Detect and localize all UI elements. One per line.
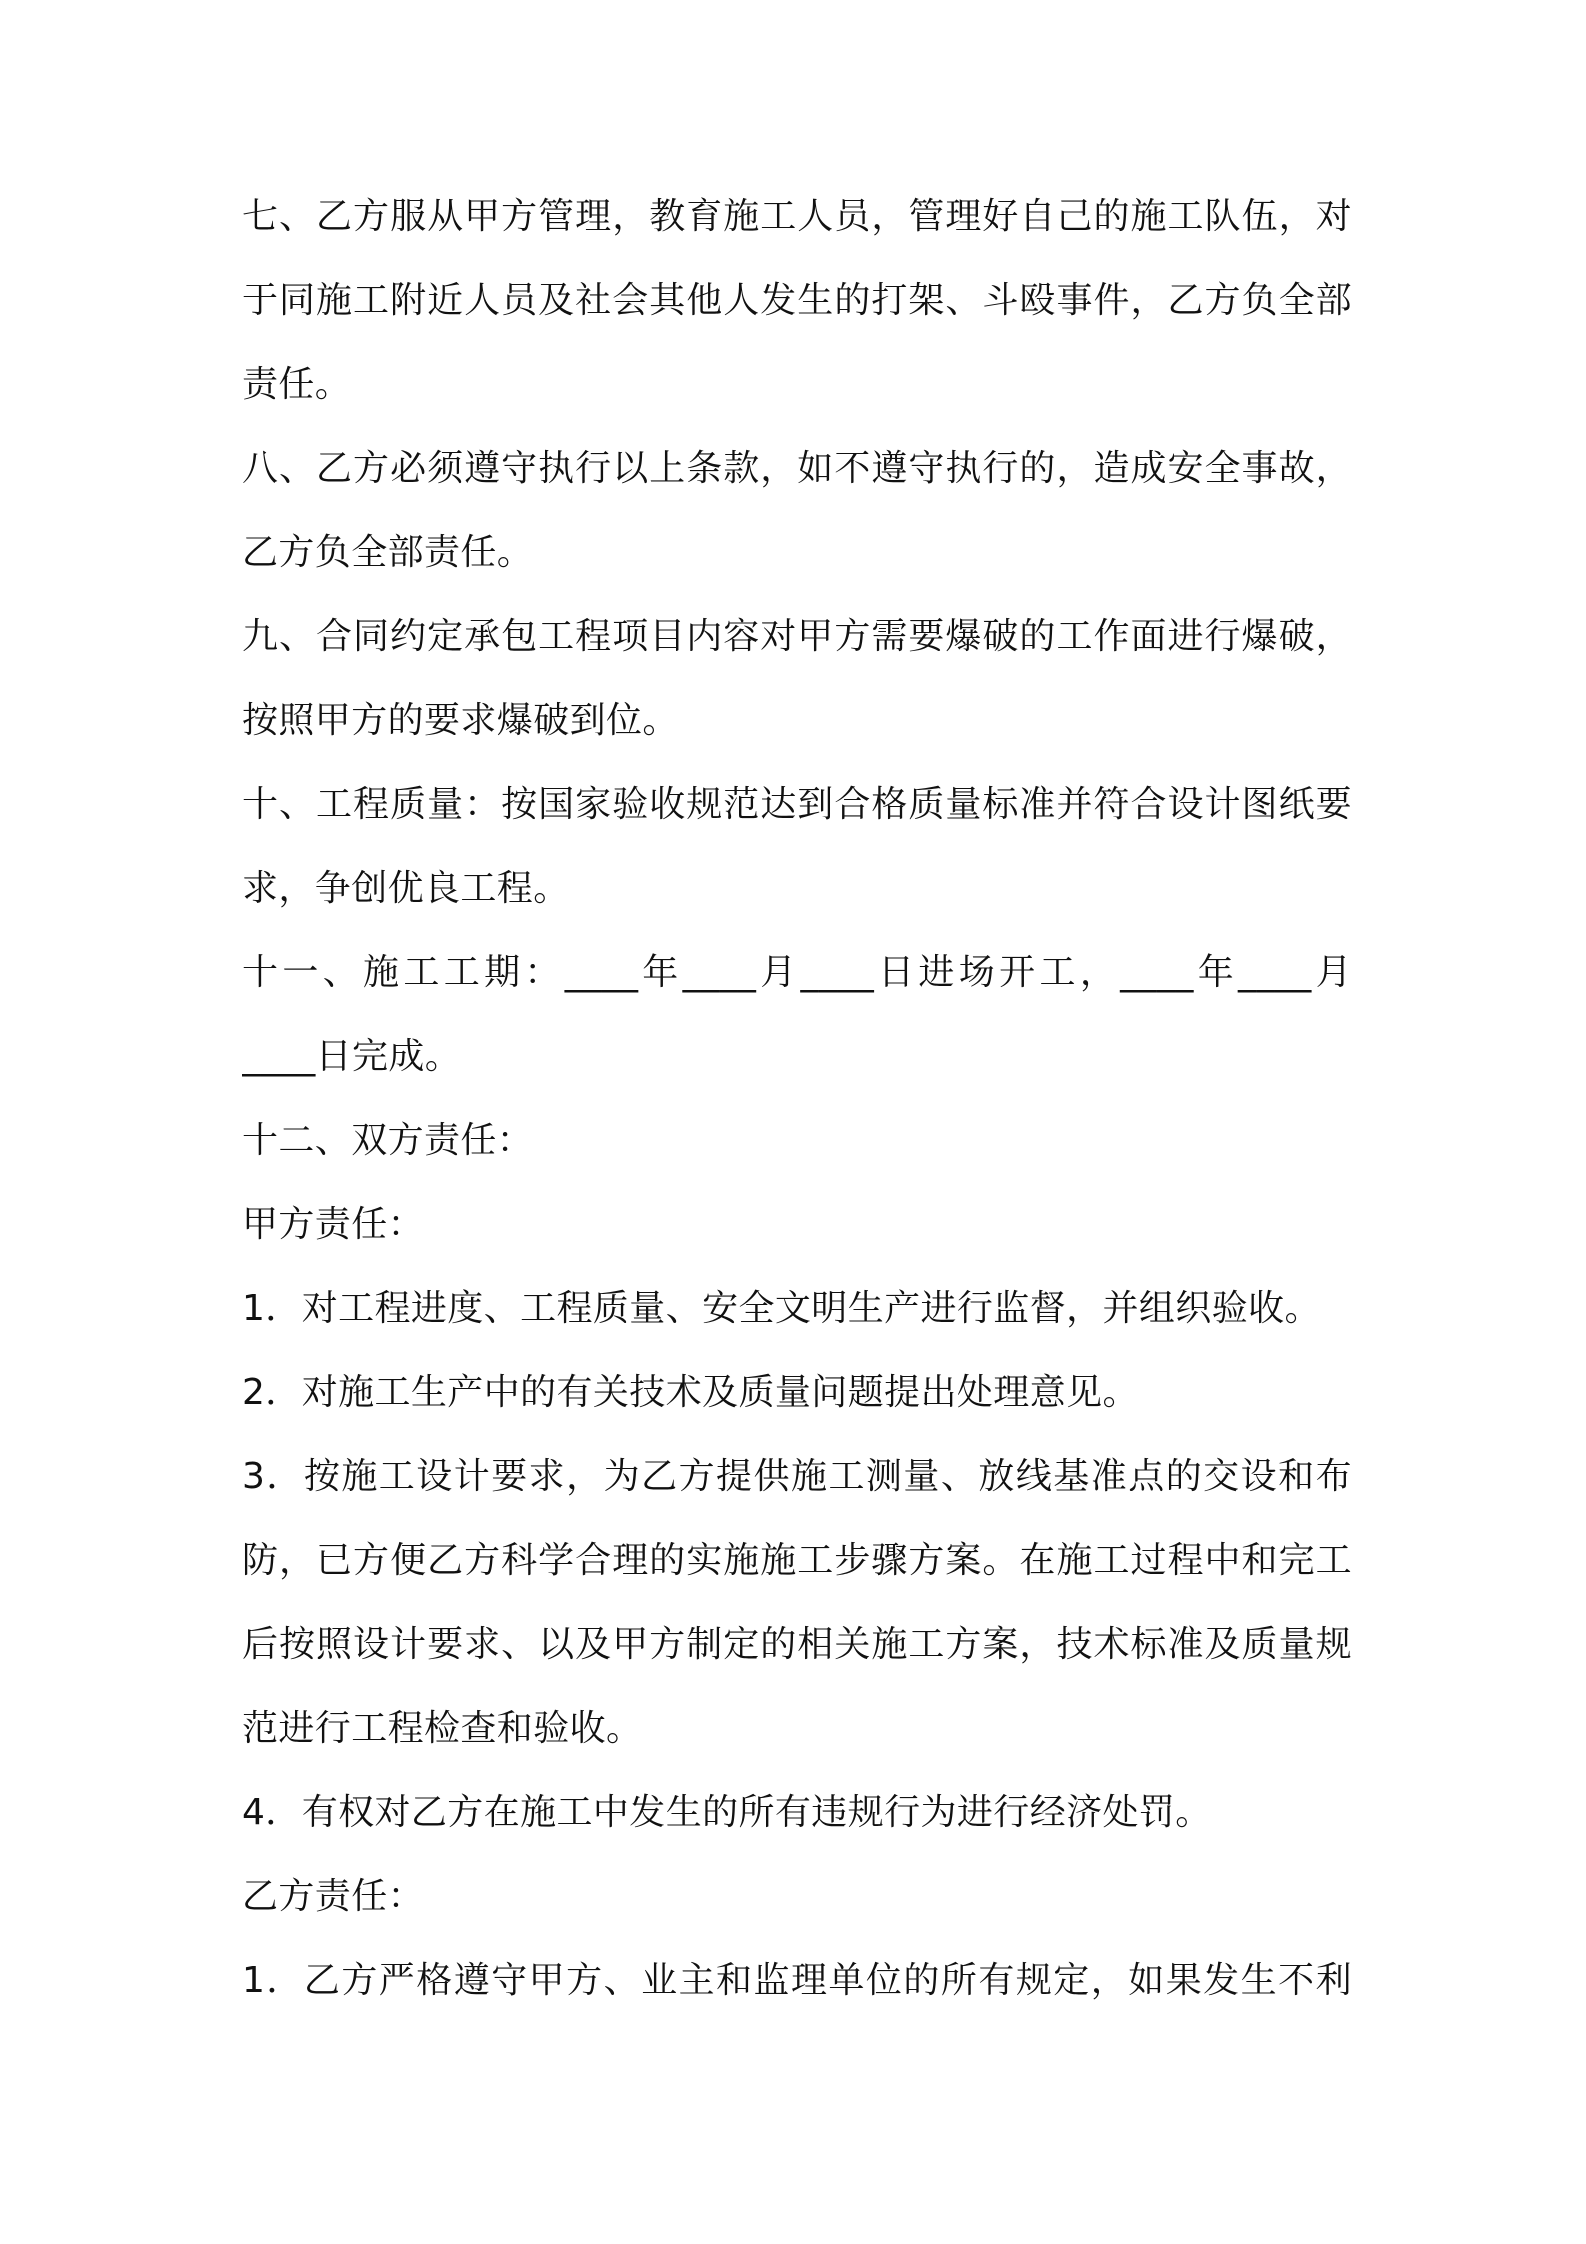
text-line-20: 4．有权对乙方在施工中发生的所有违规行为进行经济处罚。 [242,1792,1212,1833]
text-line-21: 乙方责任： [242,1876,425,1917]
text-line-2: 于同施工附近人员及社会其他人发生的打架、斗殴事件，乙方负全部 [242,280,1352,321]
text-line-4: 八、乙方必须遵守执行以上条款，如不遵守执行的，造成安全事故， [242,448,1352,489]
document-page [242,196,1352,2044]
text-line-13: 甲方责任： [242,1204,425,1245]
text-line-12: 十二、双方责任： [242,1120,534,1161]
text-line-8: 十、工程质量：按国家验收规范达到合格质量标准并符合设计图纸要 [242,784,1352,825]
text-line-9: 求，争创优良工程。 [242,868,570,909]
text-line-1: 七、乙方服从甲方管理，教育施工人员，管理好自己的施工队伍，对 [242,196,1352,237]
text-line-18: 后按照设计要求、以及甲方制定的相关施工方案，技术标准及质量规 [242,1624,1352,1665]
text-line-14: 1．对工程进度、工程质量、安全文明生产进行监督，并组织验收。 [242,1288,1321,1329]
text-line-7: 按照甲方的要求爆破到位。 [242,700,679,741]
text-line-22: 1．乙方严格遵守甲方、业主和监理单位的所有规定，如果发生不利 [242,1960,1352,2001]
text-line-11: ____日完成。 [242,1036,462,1077]
text-line-16: 3．按施工设计要求，为乙方提供施工测量、放线基准点的交设和布 [242,1456,1352,1497]
text-line-6: 九、合同约定承包工程项目内容对甲方需要爆破的工作面进行爆破， [242,616,1352,657]
text-line-5: 乙方负全部责任。 [242,532,534,573]
text-line-10: 十一、施工工期：____年____月____日进场开工，____年____月 [242,952,1352,993]
text-line-15: 2．对施工生产中的有关技术及质量问题提出处理意见。 [242,1372,1139,1413]
text-line-19: 范进行工程检查和验收。 [242,1708,643,1749]
text-line-3: 责任。 [242,364,352,405]
text-line-17: 防，已方便乙方科学合理的实施施工步骤方案。在施工过程中和完工 [242,1540,1352,1581]
